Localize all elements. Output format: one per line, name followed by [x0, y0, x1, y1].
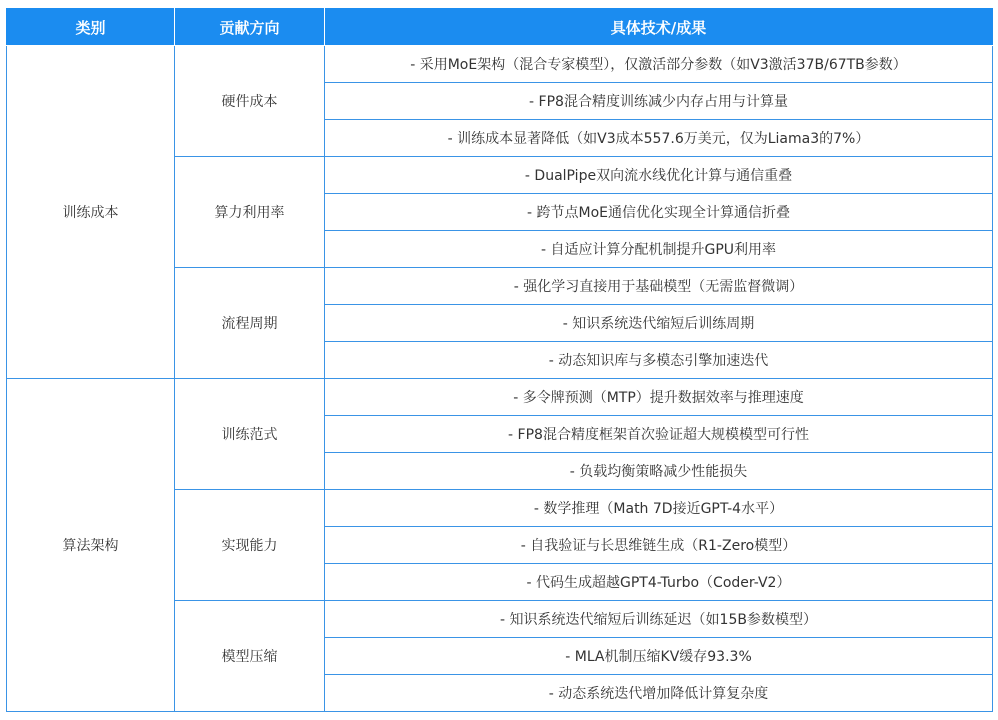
direction-cell: 模型压缩	[175, 601, 325, 712]
tech-cell: - 自我验证与长思维链生成（R1-Zero模型）	[325, 527, 993, 564]
direction-cell: 流程周期	[175, 268, 325, 379]
tech-cell: - 跨节点MoE通信优化实现全计算通信折叠	[325, 194, 993, 231]
tech-cell: - 采用MoE架构（混合专家模型），仅激活部分参数（如V3激活37B/67TB参数）	[325, 46, 993, 83]
tech-cell: - 自适应计算分配机制提升GPU利用率	[325, 231, 993, 268]
header-direction: 贡献方向	[175, 9, 325, 46]
direction-cell: 算力利用率	[175, 157, 325, 268]
tech-cell: - FP8混合精度框架首次验证超大规模模型可行性	[325, 416, 993, 453]
category-cell: 算法架构	[7, 379, 175, 712]
tech-cell: - 多令牌预测（MTP）提升数据效率与推理速度	[325, 379, 993, 416]
tech-cell: - 动态知识库与多模态引擎加速迭代	[325, 342, 993, 379]
direction-cell: 硬件成本	[175, 46, 325, 157]
table-row	[7, 379, 993, 416]
tech-cell: - 强化学习直接用于基础模型（无需监督微调）	[325, 268, 993, 305]
tech-cell: - 代码生成超越GPT4-Turbo（Coder-V2）	[325, 564, 993, 601]
header-tech: 具体技术/成果	[325, 9, 993, 46]
tech-cell: - 负载均衡策略减少性能损失	[325, 453, 993, 490]
tech-cell: - 数学推理（Math 7D接近GPT-4水平）	[325, 490, 993, 527]
tech-cell: - 知识系统迭代缩短后训练周期	[325, 305, 993, 342]
direction-cell: 训练范式	[175, 379, 325, 490]
tech-cell: - 动态系统迭代增加降低计算复杂度	[325, 675, 993, 712]
tech-contribution-table	[6, 8, 993, 712]
tech-cell: - FP8混合精度训练减少内存占用与计算量	[325, 83, 993, 120]
tech-cell: - 知识系统迭代缩短后训练延迟（如15B参数模型）	[325, 601, 993, 638]
tech-cell: - 训练成本显著降低（如V3成本557.6万美元，仅为Liama3的7%）	[325, 120, 993, 157]
tech-cell: - DualPipe双向流水线优化计算与通信重叠	[325, 157, 993, 194]
category-cell: 训练成本	[7, 46, 175, 379]
direction-cell: 实现能力	[175, 490, 325, 601]
tech-cell: - MLA机制压缩KV缓存93.3%	[325, 638, 993, 675]
table-row	[7, 46, 993, 83]
header-row	[7, 9, 993, 46]
header-category: 类别	[7, 9, 175, 46]
